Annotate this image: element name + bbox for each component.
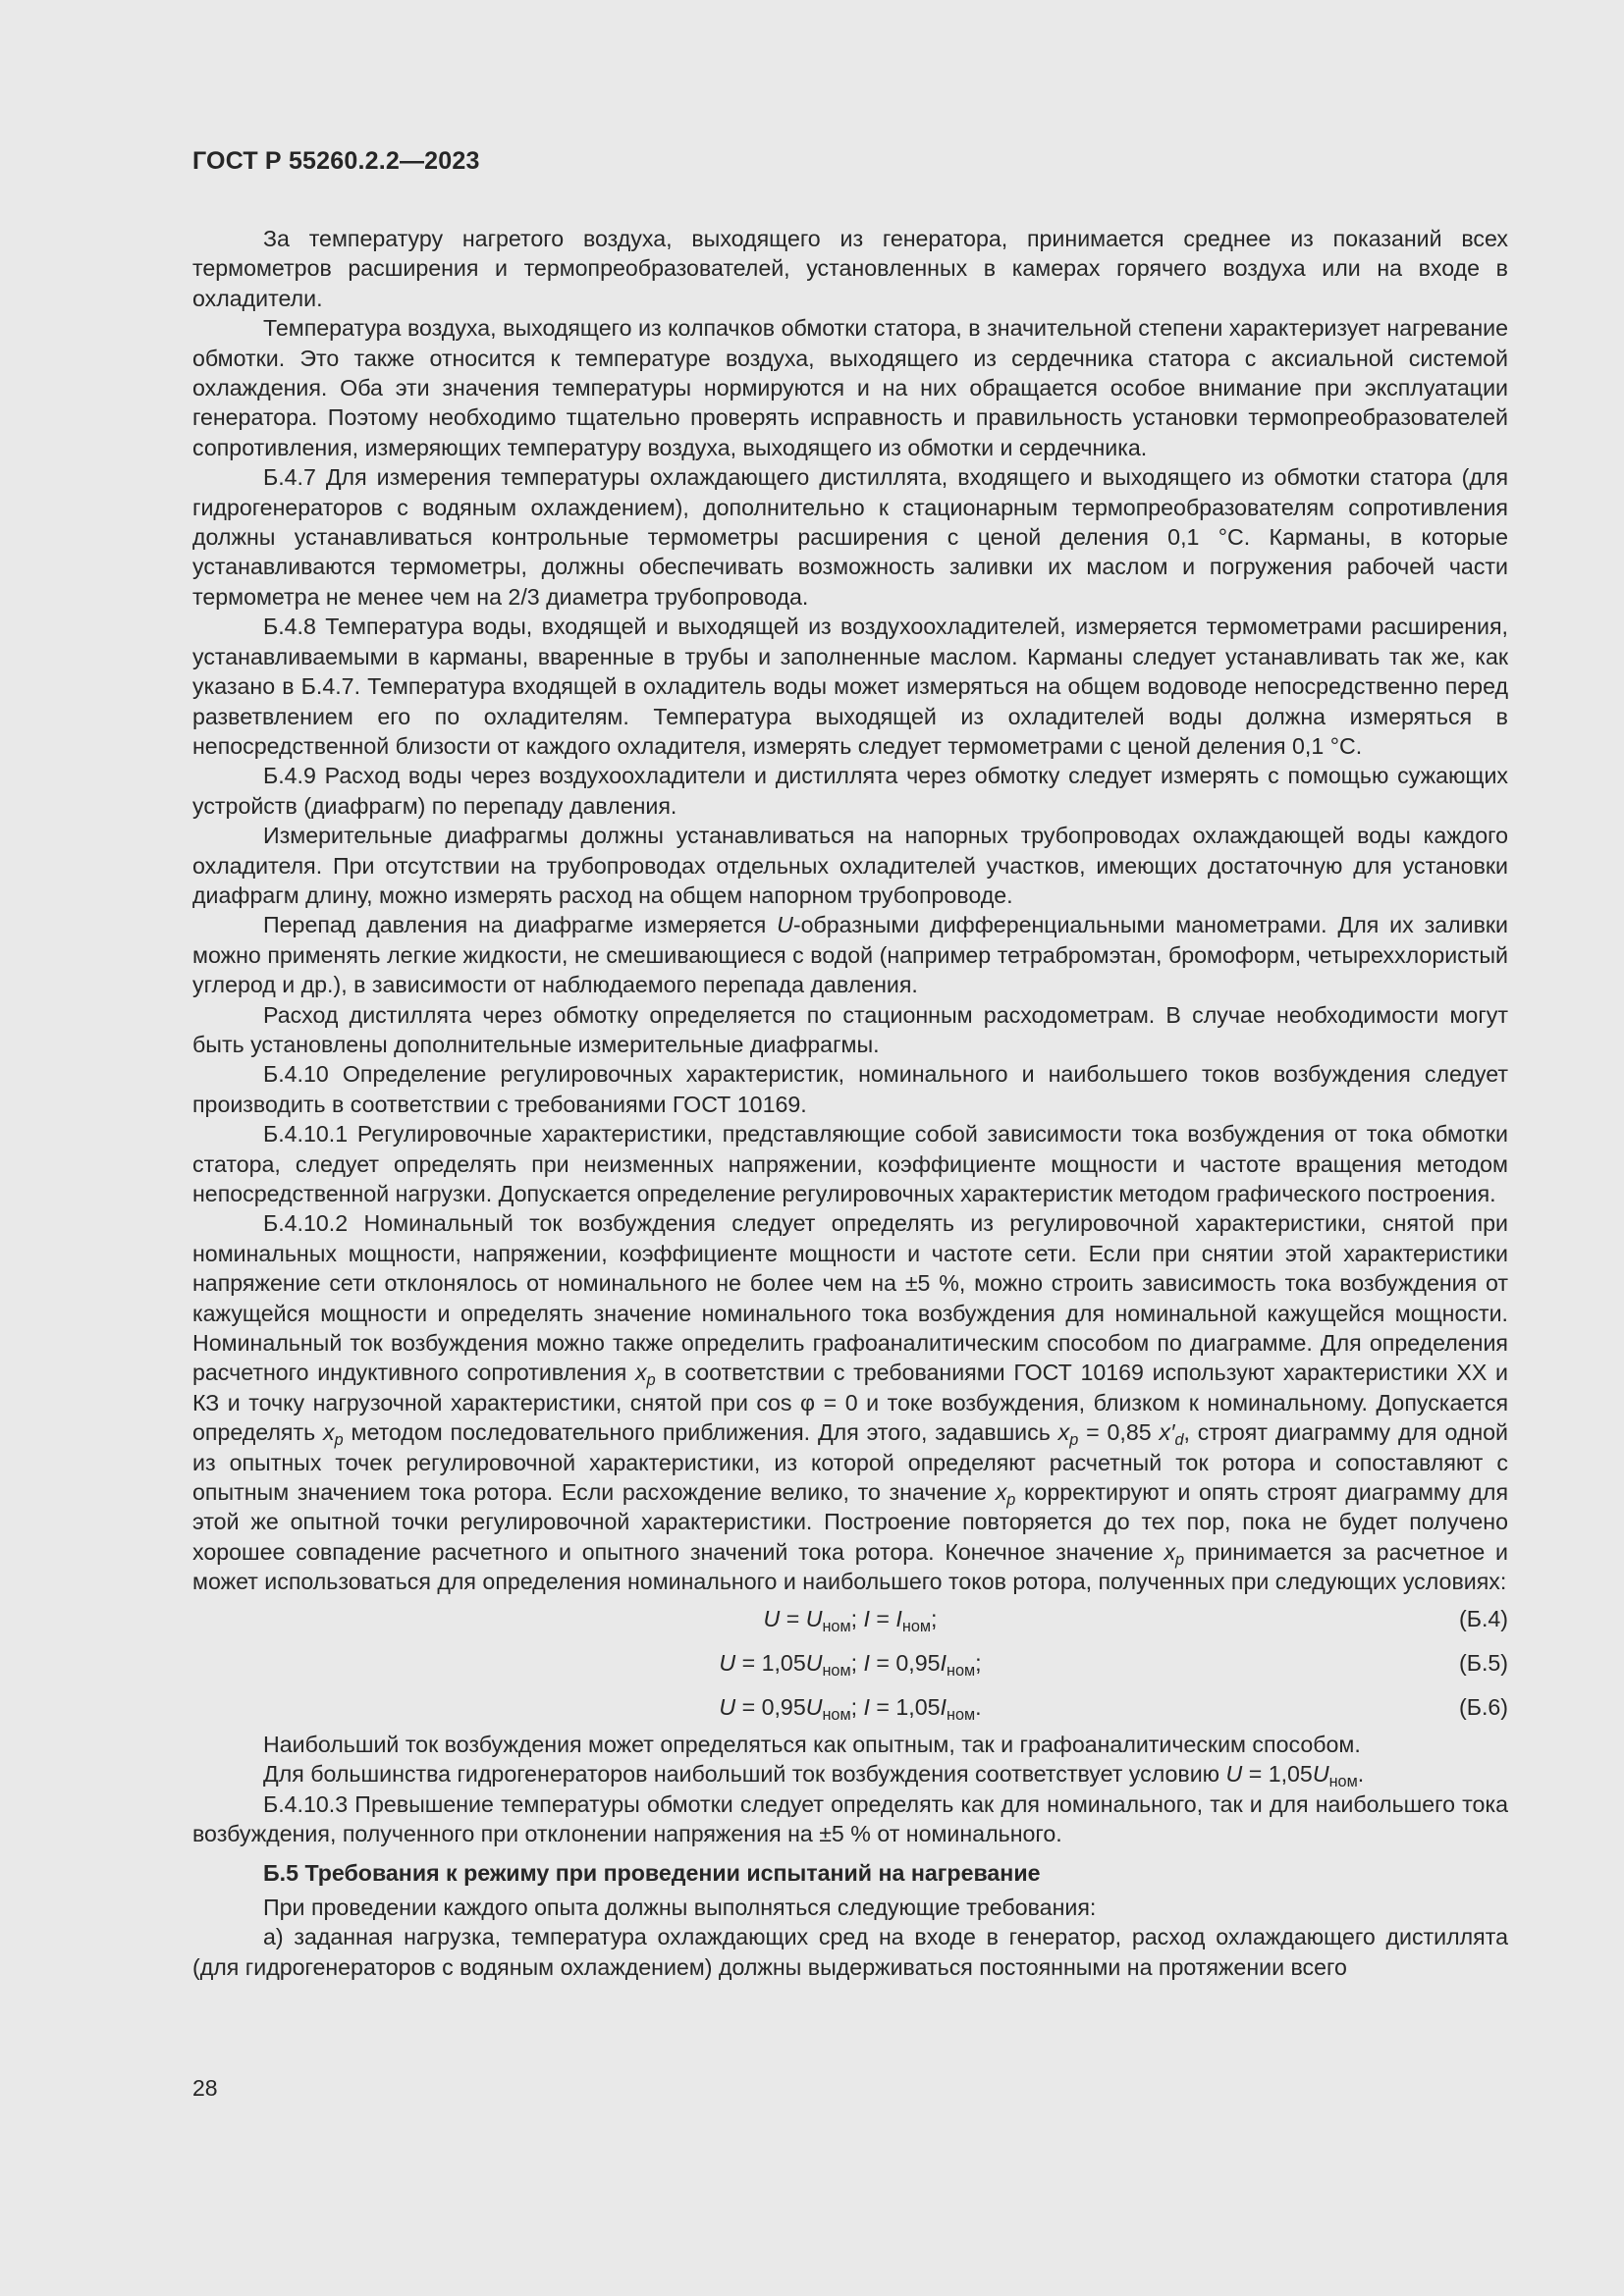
paragraph-b-4-10-1: Б.4.10.1 Регулировочные характеристики, представляющие собой зависимости тока возбуждения от тока обмотки статора, следует определять при неизменных напряжении, коэффициенте мощности и частоте вращения методом непосредственной нагрузки. Допускается определение регулировочных характеристик методом графического построения. bbox=[192, 1121, 1508, 1206]
paragraph-b-4-7: Б.4.7 Для измерения температуры охлаждающего дистиллята, входящего и выходящего из обмотки статора (для гидрогенераторов с водяным охлаждением), дополнительно к стационарным термопреобразователям сопротивления должны устанавливаться контрольные термометры расширения с ценой деления 0,1 °С. Карманы, в которые устанавливаются термометры, должны обеспечивать возможность заливки их маслом и погружения рабочей части термометра не менее чем на 2/3 диаметра трубопровода. bbox=[192, 464, 1508, 610]
page-number: 28 bbox=[192, 2075, 218, 2101]
paragraph-b-4-10: Б.4.10 Определение регулировочных характеристик, номинального и наибольшего токов возбуждения следует производить в соответствии с требованиями ГОСТ 10169. bbox=[192, 1061, 1508, 1117]
paragraph: Расход дистиллята через обмотку определяется по стационным расходометрам. В случае необходимости могут быть установлены дополнительные измерительные диафрагмы. bbox=[192, 1001, 1508, 1057]
formula-number: (Б.4) bbox=[1459, 1605, 1508, 1631]
paragraph: Для большинства гидрогенераторов наибольший ток возбуждения соответствует условию $U = 1,05U_{ном}$. bbox=[263, 1761, 1365, 1790]
paragraph-b-4-10-3: Б.4.10.3 Превышение температуры обмотки следует определять как для номинального, так и для наибольшего тока возбуждения, полученного при отклонении напряжения на ±5 % от номинального. bbox=[192, 1790, 1508, 1846]
formula-b6 bbox=[192, 1685, 1508, 1730]
paragraph-b-4-8: Б.4.8 Температура воды, входящей и выходящей из воздухоохладителей, измеряется термометрами расширения, устанавливаемыми в карманы, вваренные в трубы и заполненные маслом. Карманы следует устанавливать так же, как указано в Б.4.7. Температура входящей в охладитель воды может измеряться на общем водоводе непосредственно перед разветвлением его по охладителям. Температура выходящей из охладителей воды должна измеряться в непосредственной близости от каждого охладителя, измерять следует термометрами с ценой деления 0,1 °С. bbox=[192, 614, 1508, 759]
formula-b5 bbox=[192, 1641, 1508, 1685]
formula-b4 bbox=[192, 1597, 1508, 1641]
paragraph-b-4-9: Б.4.9 Расход воды через воздухоохладители и дистиллята через обмотку следует измерять с помощью сужающих устройств (диафрагм) по перепаду давления. bbox=[192, 763, 1508, 819]
paragraph: Температура воздуха, выходящего из колпачков обмотки статора, в значительной степени характеризует нагревание обмотки. Это также относится к температуре воздуха, выходящего из сердечника статора с аксиальной системой охлаждения. Оба эти значения температуры нормируются и на них обращается особое внимание при эксплуатации генератора. Поэтому необходимо тщательно проверять исправность и правильность установки термопреобразователей сопротивления, измеряющих температуру воздуха, выходящего из обмотки и сердечника. bbox=[192, 315, 1508, 460]
formula-expression: $U = 0,95U_{ном}$; $I = 1,05I_{ном}$. bbox=[719, 1693, 982, 1724]
formula-number: (Б.6) bbox=[1459, 1693, 1508, 1720]
paragraph-b-4-10-2: Б.4.10.2 Номинальный ток возбуждения следует определять из регулировочной характеристики, снятой при номинальных мощности, напряжении, коэффициенте мощности и частоте сети. Если при снятии этой характеристики напряжение сети отклонялось от номинального не более чем на ±5 %, можно строить зависимость тока возбуждения от кажущейся мощности и определять значение номинального тока возбуждения для номинальной кажущейся мощности. Номинальный ток возбуждения можно также определить графоаналитическим способом по диаграмме. Для определения расчетного индуктивного сопротивления $x_p$ в соответствии с требованиями ГОСТ 10169 используют характеристики ХХ и КЗ и точку нагрузочной характеристики, снятой при cos φ = 0 и токе возбуждения, близком к номинальному. Допускается определять $x_p$ методом последовательного приближения. Для этого, задавшись $x_p = 0,85$ $x'_d$, строят диаграмму для одной из опытных точек регулировочной характеристики, из которой определяют расчетный ток ротора и сопоставляют с опытным значением тока ротора. Если расхождение велико, то значение $x_p$ корректируют и опять строят диаграмму для этой же опытной точки регулировочной характеристики. Построение повторяется до тех пор, пока не будет получено хорошее совпадение расчетного и опытного значений тока ротора. Конечное значение $x_p$ принимается за расчетное и может использоваться для определения номинального и наибольшего токов ротора, полученных при следующих условиях: bbox=[192, 1210, 1509, 1595]
paragraph: Перепад давления на диафрагме измеряется U-образными дифференциальными манометрами. Для их заливки можно применять легкие жидкости, не смешивающиеся с водой (например тетрабромэтан, бромоформ, четыреххлористый углерод и др.), в зависимости от наблюдаемого перепада давления. bbox=[192, 912, 1508, 998]
paragraph: Измерительные диафрагмы должны устанавливаться на напорных трубопроводах охлаждающей воды каждого охладителя. При отсутствии на трубопроводах отдельных охладителей участков, имеющих достаточную для установки диафрагм длину, можно измерять расход на общем напорном трубопроводе. bbox=[192, 823, 1508, 908]
document-header: ГОСТ Р 55260.2.2—2023 bbox=[192, 147, 480, 175]
section-heading-b-5: Б.5 Требования к режиму при проведении испытаний на нагревание bbox=[263, 1860, 1041, 1887]
formula-expression: $U = 1,05U_{ном}$; $I = 0,95I_{ном}$; bbox=[719, 1649, 982, 1680]
list-item-a: а) заданная нагрузка, температура охлаждающих сред на входе в генератор, расход охлаждающего дистиллята (для гидрогенераторов с водяным охлаждением) должны выдерживаться постоянными на протяжении всего bbox=[192, 1924, 1508, 1980]
paragraph: При проведении каждого опыта должны выполняться следующие требования: bbox=[263, 1894, 1097, 1920]
paragraph: Наибольший ток возбуждения может определяться как опытным, так и графоаналитическим способом. bbox=[263, 1731, 1361, 1757]
formula-expression: $U = U_{ном}$; $I = I_{ном}$; bbox=[763, 1605, 938, 1635]
paragraph: За температуру нагретого воздуха, выходящего из генератора, принимается среднее из показаний всех термометров расширения и термопреобразователей, установленных в камерах горячего воздуха или на входе в охладители. bbox=[192, 226, 1508, 311]
document-body bbox=[192, 224, 1508, 1982]
formula-number: (Б.5) bbox=[1459, 1649, 1508, 1676]
